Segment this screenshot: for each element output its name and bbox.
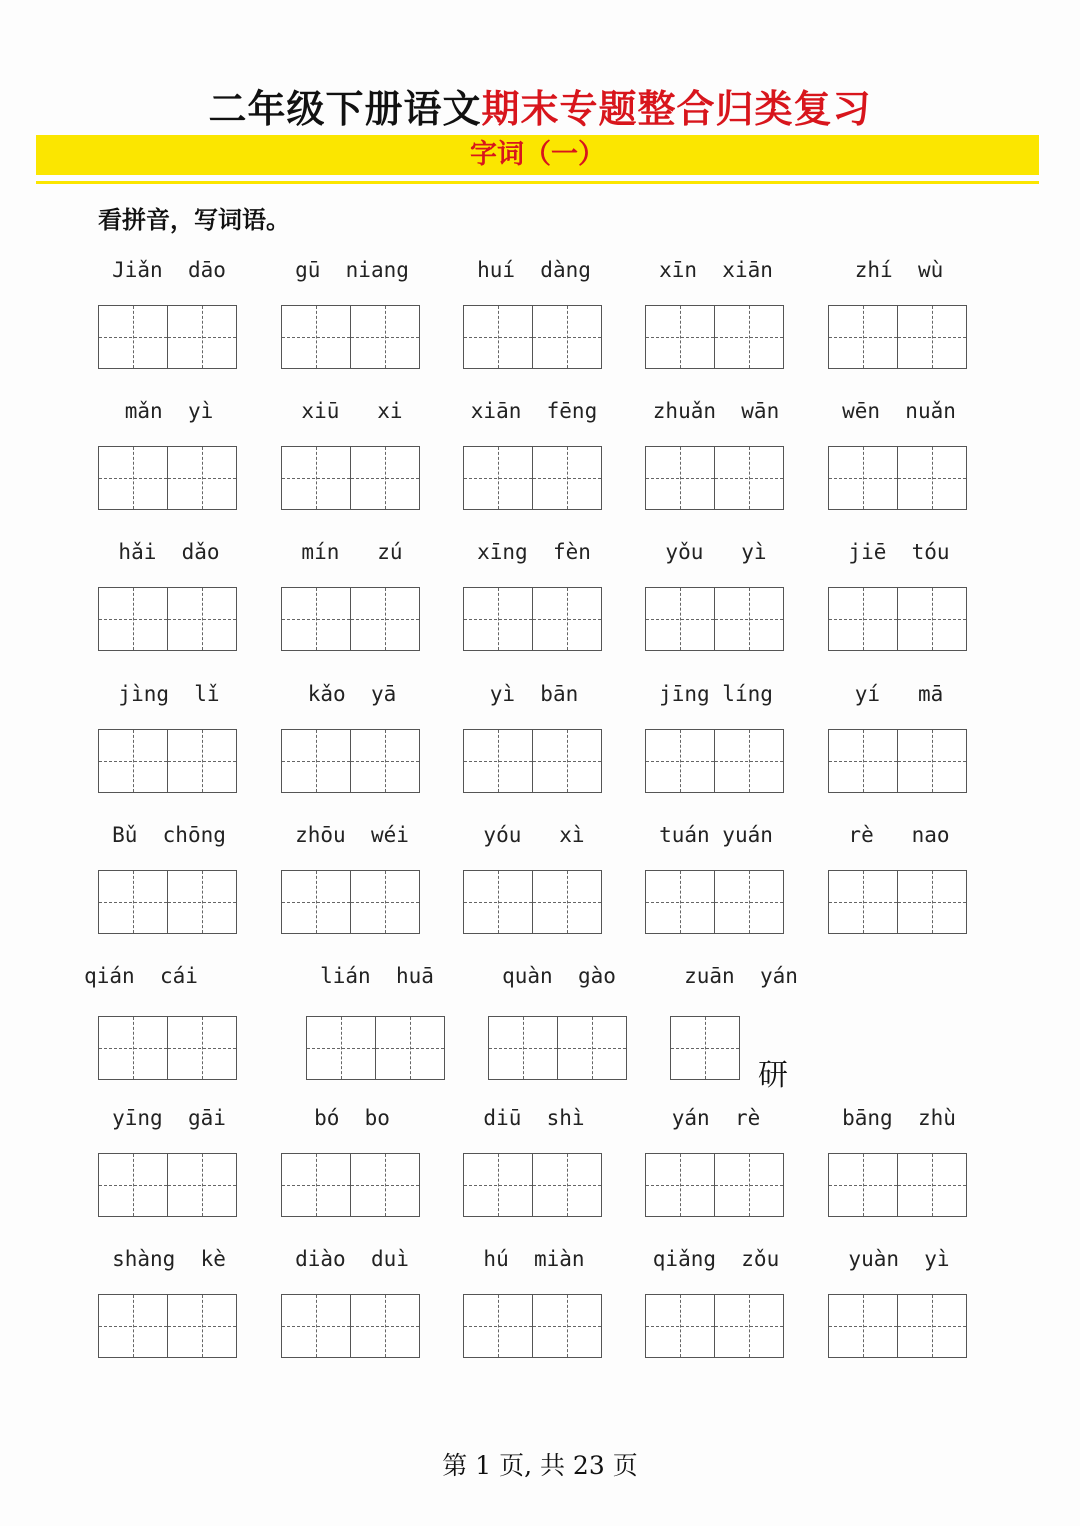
character-box[interactable] bbox=[532, 305, 602, 369]
character-box[interactable] bbox=[670, 1016, 740, 1080]
character-box[interactable] bbox=[306, 1016, 376, 1080]
pinyin-label: yí mā bbox=[854, 682, 944, 706]
character-box[interactable] bbox=[645, 729, 715, 793]
character-box[interactable] bbox=[281, 305, 351, 369]
character-box[interactable] bbox=[645, 870, 715, 934]
writing-grid bbox=[645, 1153, 784, 1217]
writing-grid bbox=[281, 870, 420, 934]
character-box[interactable] bbox=[557, 1016, 627, 1080]
character-box[interactable] bbox=[897, 587, 967, 651]
title-red: 期末专题整合归类复习 bbox=[481, 87, 872, 131]
character-box[interactable] bbox=[897, 729, 967, 793]
pinyin-label: jìng lǐ bbox=[118, 682, 220, 706]
pinyin-label: quàn gào bbox=[502, 964, 616, 988]
writing-grid bbox=[463, 587, 602, 651]
pinyin-label: yǒu yì bbox=[665, 540, 767, 564]
character-box[interactable] bbox=[281, 587, 351, 651]
character-box[interactable] bbox=[897, 305, 967, 369]
writing-grid bbox=[828, 870, 967, 934]
pinyin-label: wēn nuǎn bbox=[842, 399, 956, 423]
pinyin-label: xiū xi bbox=[301, 399, 403, 423]
character-box[interactable] bbox=[350, 587, 420, 651]
character-box[interactable] bbox=[897, 870, 967, 934]
writing-grid bbox=[98, 587, 237, 651]
character-box[interactable] bbox=[281, 729, 351, 793]
character-box[interactable] bbox=[714, 305, 784, 369]
writing-grid bbox=[98, 729, 237, 793]
character-box[interactable] bbox=[463, 305, 533, 369]
character-box[interactable] bbox=[463, 870, 533, 934]
character-box[interactable] bbox=[167, 1294, 237, 1358]
pinyin-label: lián huā bbox=[320, 964, 434, 988]
pinyin-label: zuān yán bbox=[684, 964, 798, 988]
pinyin-label: bāng zhù bbox=[842, 1106, 956, 1130]
pinyin-label: jīng líng bbox=[659, 682, 773, 706]
character-box[interactable] bbox=[375, 1016, 445, 1080]
character-box[interactable] bbox=[714, 870, 784, 934]
character-box[interactable] bbox=[645, 1294, 715, 1358]
character-box[interactable] bbox=[714, 1153, 784, 1217]
pinyin-label: kǎo yā bbox=[307, 682, 397, 706]
character-box[interactable] bbox=[828, 446, 898, 510]
character-box[interactable] bbox=[350, 1153, 420, 1217]
pinyin-label: zhí wù bbox=[854, 258, 944, 282]
character-box[interactable] bbox=[714, 1294, 784, 1358]
writing-grid bbox=[645, 870, 784, 934]
character-box[interactable] bbox=[167, 870, 237, 934]
character-box[interactable] bbox=[281, 1294, 351, 1358]
character-box[interactable] bbox=[828, 870, 898, 934]
writing-grid bbox=[463, 729, 602, 793]
character-box[interactable] bbox=[714, 587, 784, 651]
writing-grid bbox=[828, 305, 967, 369]
pinyin-label: tuán yuán bbox=[659, 823, 773, 847]
title-black: 二年级下册语文 bbox=[208, 87, 482, 131]
character-box[interactable] bbox=[828, 1153, 898, 1217]
writing-grid bbox=[281, 587, 420, 651]
writing-grid bbox=[828, 1294, 967, 1358]
writing-grid bbox=[98, 870, 237, 934]
pinyin-label: yīng gāi bbox=[112, 1106, 226, 1130]
character-box[interactable] bbox=[463, 587, 533, 651]
pinyin-label: xiān fēng bbox=[470, 399, 598, 423]
character-box[interactable] bbox=[897, 1294, 967, 1358]
character-box[interactable] bbox=[645, 587, 715, 651]
writing-grid bbox=[463, 1294, 602, 1358]
writing-grid bbox=[645, 305, 784, 369]
character-box[interactable] bbox=[463, 1153, 533, 1217]
character-box[interactable] bbox=[350, 729, 420, 793]
pinyin-label: Jiǎn dāo bbox=[112, 258, 226, 282]
pinyin-label: gū niang bbox=[295, 258, 409, 282]
character-box[interactable] bbox=[714, 729, 784, 793]
character-box[interactable] bbox=[167, 446, 237, 510]
pinyin-label: hú miàn bbox=[483, 1247, 585, 1271]
writing-grid bbox=[645, 446, 784, 510]
character-box[interactable] bbox=[98, 1016, 168, 1080]
character-box[interactable] bbox=[463, 729, 533, 793]
writing-grid bbox=[463, 870, 602, 934]
writing-grid bbox=[98, 1294, 237, 1358]
character-box[interactable] bbox=[532, 587, 602, 651]
writing-grid bbox=[281, 729, 420, 793]
character-box[interactable] bbox=[532, 1153, 602, 1217]
page-footer: 第 1 页, 共 23 页 bbox=[442, 1451, 638, 1480]
example-character: 研 bbox=[758, 1058, 788, 1093]
pinyin-label: qiǎng zǒu bbox=[652, 1247, 780, 1271]
writing-grid bbox=[281, 305, 420, 369]
character-box[interactable] bbox=[167, 729, 237, 793]
character-box[interactable] bbox=[645, 1153, 715, 1217]
character-box[interactable] bbox=[350, 305, 420, 369]
writing-grid bbox=[98, 1016, 237, 1080]
writing-grid bbox=[645, 587, 784, 651]
character-box[interactable] bbox=[532, 870, 602, 934]
writing-grid bbox=[488, 1016, 627, 1080]
writing-grid bbox=[463, 305, 602, 369]
pinyin-label: mín zú bbox=[301, 540, 403, 564]
writing-grid bbox=[828, 446, 967, 510]
pinyin-label: rè nao bbox=[848, 823, 950, 847]
character-box[interactable] bbox=[897, 446, 967, 510]
character-box[interactable] bbox=[98, 870, 168, 934]
character-box[interactable] bbox=[828, 305, 898, 369]
character-box[interactable] bbox=[828, 729, 898, 793]
writing-grid bbox=[281, 1294, 420, 1358]
character-box[interactable] bbox=[281, 446, 351, 510]
pinyin-label: huí dàng bbox=[477, 258, 591, 282]
pinyin-label: diū shì bbox=[483, 1106, 585, 1130]
pinyin-label: zhuǎn wān bbox=[652, 399, 780, 423]
character-box[interactable] bbox=[714, 446, 784, 510]
character-box[interactable] bbox=[98, 1294, 168, 1358]
character-box[interactable] bbox=[167, 1016, 237, 1080]
pinyin-label: diào duì bbox=[295, 1247, 409, 1271]
pinyin-label: shàng kè bbox=[112, 1247, 226, 1271]
pinyin-label: yán rè bbox=[671, 1106, 761, 1130]
pinyin-label: zhōu wéi bbox=[295, 823, 409, 847]
character-box[interactable] bbox=[645, 446, 715, 510]
character-box[interactable] bbox=[532, 729, 602, 793]
character-box[interactable] bbox=[897, 1153, 967, 1217]
character-box[interactable] bbox=[167, 587, 237, 651]
writing-grid bbox=[828, 1153, 967, 1217]
writing-grid bbox=[98, 446, 237, 510]
writing-grid bbox=[281, 1153, 420, 1217]
character-box[interactable] bbox=[645, 305, 715, 369]
character-box[interactable] bbox=[350, 870, 420, 934]
writing-grid bbox=[463, 446, 602, 510]
character-box[interactable] bbox=[532, 1294, 602, 1358]
pinyin-label: yóu xì bbox=[483, 823, 585, 847]
character-box[interactable] bbox=[281, 870, 351, 934]
character-box[interactable] bbox=[167, 305, 237, 369]
writing-grid bbox=[828, 729, 967, 793]
pinyin-label: qián cái bbox=[84, 964, 198, 988]
character-box[interactable] bbox=[98, 587, 168, 651]
character-box[interactable] bbox=[281, 1153, 351, 1217]
character-box[interactable] bbox=[488, 1016, 558, 1080]
writing-grid bbox=[670, 1016, 740, 1080]
writing-grid bbox=[281, 446, 420, 510]
pinyin-label: bó bo bbox=[314, 1106, 390, 1130]
character-box[interactable] bbox=[98, 305, 168, 369]
character-box[interactable] bbox=[98, 446, 168, 510]
pinyin-label: yì bān bbox=[489, 682, 579, 706]
character-box[interactable] bbox=[828, 587, 898, 651]
character-box[interactable] bbox=[98, 729, 168, 793]
writing-grid bbox=[306, 1016, 445, 1080]
character-box[interactable] bbox=[98, 1153, 168, 1217]
writing-grid bbox=[98, 305, 237, 369]
character-box[interactable] bbox=[532, 446, 602, 510]
character-box[interactable] bbox=[350, 1294, 420, 1358]
writing-grid bbox=[645, 1294, 784, 1358]
character-box[interactable] bbox=[463, 1294, 533, 1358]
pinyin-label: yuàn yì bbox=[848, 1247, 950, 1271]
character-box[interactable] bbox=[828, 1294, 898, 1358]
pinyin-label: Bǔ chōng bbox=[112, 823, 226, 847]
writing-grid bbox=[98, 1153, 237, 1217]
instruction: 看拼音，写词语。 bbox=[98, 206, 290, 234]
pinyin-label: jiē tóu bbox=[848, 540, 950, 564]
pinyin-label: mǎn yì bbox=[124, 399, 214, 423]
writing-grid bbox=[645, 729, 784, 793]
pinyin-label: hǎi dǎo bbox=[118, 540, 220, 564]
character-box[interactable] bbox=[463, 446, 533, 510]
pinyin-label: xīng fèn bbox=[477, 540, 591, 564]
pinyin-label: xīn xiān bbox=[659, 258, 773, 282]
writing-grid bbox=[828, 587, 967, 651]
character-box[interactable] bbox=[167, 1153, 237, 1217]
page-title bbox=[0, 78, 1080, 133]
banner-underline bbox=[36, 181, 1039, 184]
writing-grid bbox=[463, 1153, 602, 1217]
section-banner: 字词（一） bbox=[36, 135, 1039, 175]
character-box[interactable] bbox=[350, 446, 420, 510]
